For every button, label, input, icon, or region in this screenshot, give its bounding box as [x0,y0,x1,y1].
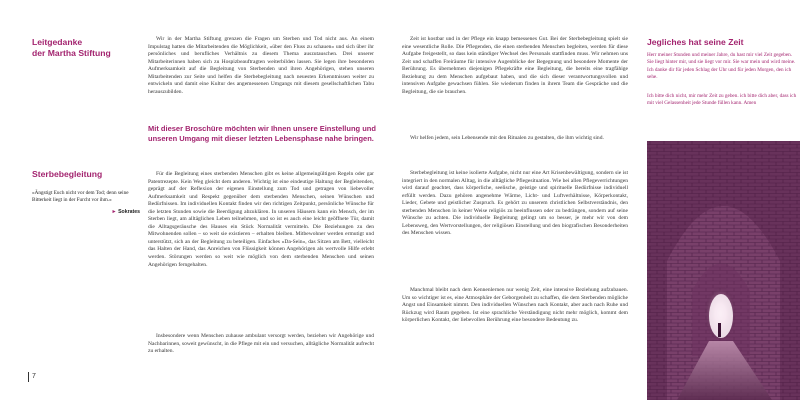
heading-leitgedanke [32,37,142,58]
body-paragraph-1 [148,171,374,269]
brick-tunnel-image [647,141,800,400]
heading-sterbebegleitung: Sterbebegleitung [32,169,103,179]
intro-text: Wir in der Martha Stiftung grenzen die Fragen um Sterben und Tod nicht aus. An einem Impulstag hatten die Mitarbeitenden die Möglichkeit, «über den Fluss zu schauen» und sich über ihr persönliches und berufliches Verhältnis zu diesem Thema auszutauschen. Drei unserer Mitarbeiterinnen haben sich zu Hospizbeauftragten weiterbilden lassen. Sie legen ihre besonderen Aufmerksamkeit auf die Begleitung von Sterbenden und ihren Angehörigen, stehen unseren Mitarbeitenden zur Seite und helfen die Sterbebegleitung nach neuesten Erkenntnissen weiter zu entwickeln und damit eine Kultur des angemessenen Umgangs mit diesem gesellschaftlichen Tabu herauszubilden. [148,36,374,95]
poem-stanza-1: Herr meiner Stunden und meiner Jahre, du hast mir viel Zeit gegeben. Sie liegt hinter mir, und sie liegt vor mir. Sie war mein und wird meine. Ich danke dir für jeden Schlag der Uhr und für jeden Morgen, den ich sehe. [647,52,796,80]
body-paragraph-2 [148,333,374,356]
right-paragraph-1 [402,36,628,96]
intro-paragraph [148,36,374,96]
quote-attribution [32,209,140,215]
page-number-rule [28,372,29,382]
body-text-1: Für die Begleitung eines sterbenden Menschen gibt es keine allgemeingültigen Regeln oder gar Patentrezepte. Kein Weg gleicht dem anderen. Wichtig ist eine eindeutige Haltung der Begleitenden, geprägt auf der Reflexion der eigenen Einstellung zum Tod und getragen von liebevoller Aufmerksamkeit und Respekt gegenüber dem sterbenden Menschen, seinen Wünschen und Bedürfnissen. Im individuellen Kontakt finden wir den richtigen Zeitpunkt, persönliche Wünsche für die letzten Stunden sowie die Beerdigung abzuklären. In unseren Häusern kann ein Mensch, der im Sterben liegt, am alltäglichen Leben teilnehmen, und so ist es auch eine leicht geöffnete Tür, damit die Alltagsgeräusche des Hauses ein Stück Normalität vermitteln. Die Beziehungen zu den Mitwohnenden sollen – so weit sie existieren – erhalten bleiben. Mitbewohner werden ermutigt und unterstützt, sich an der Begleitung zu beteiligen. Einfaches «Da-Sein», das Sitzen am Bett, vielleicht das Halten der Hand, das Anreichen von Flüssigkeit können Angehörigen als wertvolle Hilfe erlebt werden. Störungen werden so weit wie möglich von dem sterbenden Menschen und seinen Angehörigen ferngehalten. [148,171,374,268]
page-number: 7 [32,373,36,380]
quote-author: Sokrates [118,209,140,215]
right-text-3: Sterbebegleitung ist keine isolierte Aufgabe, nicht nur eine Art Krisenbewältigung, sondern sie ist integriert in den normalen Alltag, in die alltägliche Pflegesituation. Wie bei allen Pflegeverrichtungen wird darauf geachtet, dass körperliche, seelische, geistige und spirituelle Bedürfnisse individuell erfüllt werden. Dazu gehören angenehme Wärme, Licht- und Luftverhältnisse, Körperkontakt, Lieder, Gebete und geistlicher Zuspruch. Es gehört zu unserem christlichen Selbstverständnis, den sterbenden Menschen in keiner Weise religiös zu beeinflussen oder zu bedrängen, sondern auf seine Wünsche zu achten. Die individuelle Begleitung gelingt um so besser, je mehr wir von dem Lebensweg, den Wertvorstellungen, der religiösen Einstellung und den biografischen Besonderheiten des Menschen wissen. [402,170,628,237]
right-text-4: Manchmal bleibt nach dem Kennenlernen nur wenig Zeit, eine intensive Beziehung aufzubauen. Um so wichtiger ist es, eine Atmosphäre der Geborgenheit zu schaffen, die dem Sterbenden mögliche Angst und Einsamkeit nimmt. Den individuellen Wünschen nach Kontakt, aber auch nach Ruhe und Rückzug wird Raum gegeben. Ist eine sprachliche Verständigung nicht mehr möglich, kommt dem körperlichen Kontakt, der liebevollen Berührung eine besondere Bedeutung zu. [402,287,628,324]
sokrates-quote: «Ängstigt Euch nicht vor dem Tod; denn seine Bitterkeit liegt in der Furcht vor ihm.» [32,190,129,203]
heading-leitgedanke-line2: der Martha Stiftung [32,47,111,58]
tunnel-photo [647,141,800,400]
right-paragraph-4 [402,287,628,325]
lead-statement: Mit dieser Broschüre möchten wir Ihnen unsere Einstellung und unseren Umgang mit dieser letzten Lebensphase nahe bringen. [148,124,376,143]
right-text-1: Zeit ist kostbar und in der Pflege ein knapp bemessenes Gut. Bei der Sterbebegleitung spielt sie eine wesentliche Rolle. Die Pflegenden, die einen sterbenden Menschen begleiten, werden für diese Aufgabe freigestellt, so dass kein ständiger Wechsel des Personals stattfinden muss. Wir nehmen uns Zeit und schaffen Freiräume für intensive Augenblicke der Begegnung und besondere Momente der Berührung. Es übernehmen diejenigen Pflegekräfte eine Begleitung, die bereits eine tragfähige Beziehung zu dem Menschen aufgebaut haben, und die sich dieser verantwortungsvollen und intensiven Aufgabe gewachsen fühlen. Sie wiederum finden in ihrem Team die Gespräche und die Begleitung, die sie brauchen. [402,36,628,95]
sidebar-heading: Jegliches hat seine Zeit [647,37,744,47]
poem-stanza-2: Ich bitte dich nicht, mir mehr Zeit zu geben. ich bitte dich aber, dass ich mit viel Gelassenheit jede Stunde füllen kann. Amen [647,93,797,107]
right-paragraph-3 [402,170,628,238]
right-text-2: Wir helfen jedem, sein Lebensende mit den Ritualen zu gestalten, die ihm wichtig sind. [410,135,604,141]
right-paragraph-2 [402,135,628,143]
body-text-2: Insbesondere wenn Menschen zuhause ambulant versorgt werden, beziehen wir Angehörige und Nachbarinnen, soweit gewünscht, in die Pflege mit ein und versuchen, alltägliche Normalität aufrecht zu erhalten. [148,333,374,355]
heading-leitgedanke-line1: Leitgedanke [32,37,83,47]
arrow-icon: ► [111,209,117,215]
right-page [400,0,800,400]
